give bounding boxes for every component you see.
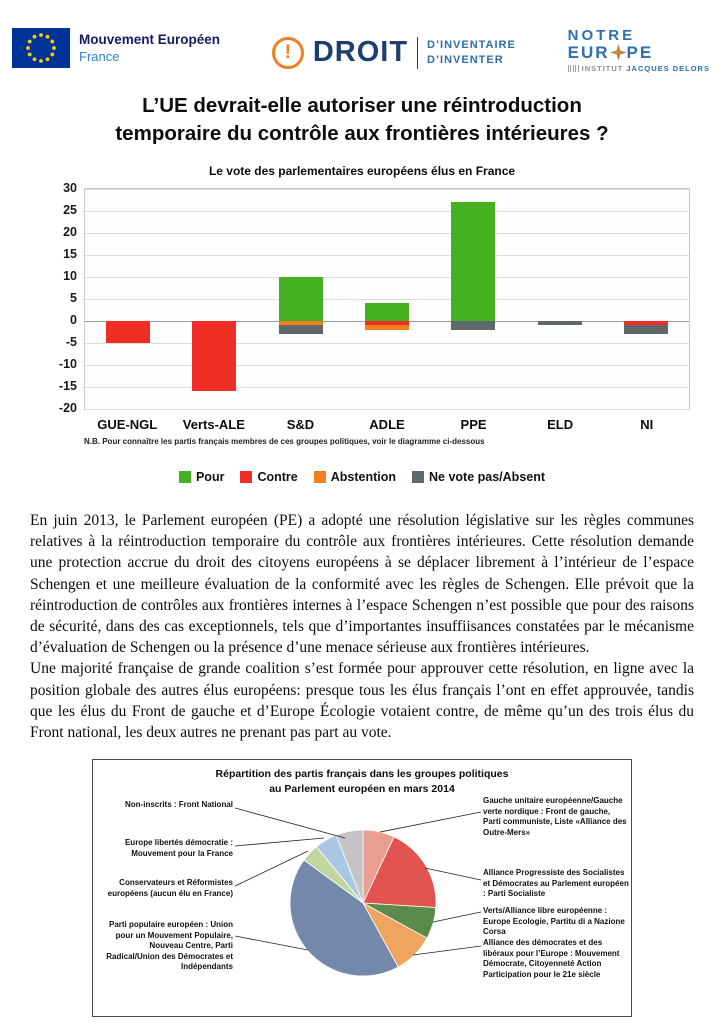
gridline (85, 233, 689, 234)
bar-legend (0, 470, 724, 484)
pie-callout-eld: Europe libertés démocratie : Mouvement pour la France (124, 838, 233, 858)
page-title-line1: L’UE devrait-elle autoriser une réintroduction (142, 94, 582, 118)
legend-swatch (412, 471, 424, 483)
eu-star (26, 46, 30, 50)
logo-droit-tagline (427, 38, 516, 68)
pie-callout-verts: Verts/Alliance libre européenne : Europe Ecologie, Partitu di a Nazione Corsa (483, 906, 625, 937)
legend-label: Abstention (330, 469, 397, 484)
legend-label: Pour (195, 469, 225, 484)
eu-star (39, 59, 43, 63)
legend-swatch (240, 471, 252, 483)
pie-callout-non-inscrits: Non-inscrits : Front National (125, 800, 233, 810)
gridline (85, 343, 689, 344)
y-tick-label: 5 (70, 290, 77, 305)
y-tick-label: -15 (58, 378, 77, 393)
eu-flag-icon (12, 28, 70, 68)
logo-ne-institut: INSTITUT (581, 63, 624, 73)
category-label: S&D (286, 416, 315, 432)
bar-segment (538, 321, 582, 325)
category-label: Verts-ALE (182, 416, 245, 432)
bar-chart-section (0, 164, 724, 484)
logo-ne-line1: NOTRE (567, 27, 636, 44)
bar-segment (451, 202, 495, 321)
logo-droit-tagline-1: D’INVENTAIRE (427, 38, 516, 51)
logo-ne-institute-row (568, 65, 710, 73)
logo-notre-europe (568, 28, 710, 72)
y-tick-label: -10 (58, 356, 77, 371)
gridline (85, 189, 689, 190)
bar-chart-title: Le vote des parlementaires européens élus en France (208, 163, 516, 178)
legend-label: Contre (257, 469, 298, 484)
bar-chart-area (0, 178, 724, 415)
logo-mouvement-country: France (79, 49, 120, 64)
bar-segment (365, 325, 409, 329)
y-tick-label: 15 (63, 246, 77, 261)
legend-item (240, 470, 297, 484)
category-label: GUE-NGL (97, 416, 158, 432)
logo-ne-jacques-delors: JACQUES DELORS (626, 63, 710, 73)
bar-segment (365, 303, 409, 321)
pie-callout-adle: Alliance des démocrates et des libéraux pour l’Europe : Mouvement Démocrate, Citoyenneté Action Participation pour le 21e siècle (483, 938, 620, 979)
gridline (85, 365, 689, 366)
compass-icon (611, 45, 626, 60)
bar-segment (279, 277, 323, 321)
eu-star (33, 35, 37, 39)
legend-label: Ne vote pas/Absent (429, 469, 546, 484)
eu-star (28, 53, 32, 57)
eu-star (28, 40, 32, 44)
eu-star (33, 57, 37, 61)
barcode-icon (568, 65, 579, 72)
gridline (85, 277, 689, 278)
bar-segment (106, 321, 150, 343)
logo-mouvement-name: Mouvement Européen (79, 32, 221, 47)
paragraph-1: En juin 2013, le Parlement européen (PE) a adopté une résolution législative sur les règles communes relatives à la réintroduction temporaire du contrôle aux frontières intérieures. Cette résolution demande une protection accrue du droit des citoyens européens à se déplacer librement à l’intérieur de l’espace Schengen et une meilleure évaluation de la conformité avec les règles de Schengen. Elle prévoit que la réintroduction de contrôles aux frontières internes à l’espace Schengen n’est possible que pour des raisons de sécurité, dans des cas exceptionnels, tels que d’importantes insuffiisances constatées par le mécanisme d’évaluation de Schengen ou la présence d’une menace sérieuse aux frontières intérieures. (30, 511, 694, 657)
legend-swatch (314, 471, 326, 483)
page-title (0, 92, 724, 147)
pie-chart-box (92, 759, 632, 1017)
paragraph-2: Une majorité française de grande coalition s’est formée pour approuver cette résolution, en ligne avec la position globale des autres élus européens: presque tous les élus français l’ont en effet approuvée, tandis que les élus du Front de gauche et d’Europe Écologie votaient contre, de même qu’un des trois élus du Front national, les deux autres ne prenant pas part au vote. (30, 660, 694, 742)
header (0, 0, 724, 72)
pie-svg (286, 826, 440, 980)
page-title-line2: temporaire du contrôle aux frontières intérieures ? (115, 122, 609, 146)
logo-mouvement-text (79, 32, 220, 64)
y-tick-label: 20 (63, 224, 77, 239)
bar-segment (279, 325, 323, 334)
bar-categories (84, 417, 690, 432)
legend-item (314, 470, 396, 484)
body-text (30, 510, 694, 744)
y-tick-label: -20 (58, 400, 77, 415)
gridline (85, 211, 689, 212)
gridline (85, 387, 689, 388)
category-label: NI (640, 416, 654, 432)
pie-callout-cre: Conservateurs et Réformistes européens (aucun élu en France) (107, 878, 233, 898)
logo-droit-divider (417, 37, 418, 69)
y-tick-label: 25 (63, 202, 77, 217)
pie-title-line1: Répartition des partis français dans les groupes politiques (215, 768, 509, 781)
bar-segment (192, 321, 236, 391)
gridline (85, 409, 689, 410)
eu-star (39, 33, 43, 37)
logo-ne-pe: PE (626, 42, 654, 62)
y-tick-label: 30 (63, 180, 77, 195)
eu-star (50, 53, 54, 57)
logo-droit-tagline-2: D’INVENTER (427, 53, 504, 66)
pie-callout-ppe: Parti populaire européen : Union pour un Mouvement Populaire, Nouveau Centre, Parti Radical/Union des Démocrates et Indépendants (106, 920, 233, 971)
gridline (85, 255, 689, 256)
eu-star (46, 35, 50, 39)
y-tick-label: 0 (70, 312, 77, 327)
y-tick-label: 10 (63, 268, 77, 283)
pie-callout-gue: Gauche unitaire européenne/Gauche verte nordique : Front de gauche, Parti communiste, Liste «Alliance des Outre-Mers» (483, 796, 627, 837)
logo-droit (272, 36, 516, 69)
logo-droit-word: DROIT (312, 36, 409, 68)
pie-title-line2: au Parlement européen en mars 2014 (269, 783, 455, 796)
chart-note: N.B. Pour connaître les partis français membres de ces groupes politiques, voir le diagramme ci-dessous (84, 436, 485, 446)
y-tick-label: -5 (65, 334, 77, 349)
legend-swatch (179, 471, 191, 483)
logo-ne-eur: EUR (567, 42, 610, 62)
pie-chart-title (93, 767, 631, 796)
category-label: ADLE (369, 416, 405, 432)
logo-mouvement-europeen (12, 28, 220, 68)
bar-plot (84, 188, 690, 410)
eu-star (46, 57, 50, 61)
logo-ne-line2 (568, 44, 710, 62)
pie-callout-sd: Alliance Progressiste des Socialistes et Démocrates au Parlement européen : Parti Socialiste (483, 868, 629, 899)
bar-segment (624, 325, 668, 334)
bar-segment (451, 321, 495, 330)
legend-item (179, 470, 224, 484)
legend-item (412, 470, 545, 484)
gridline (85, 299, 689, 300)
eu-star (50, 40, 54, 44)
bar-yaxis (48, 180, 84, 415)
exclamation-circle-icon: ! (272, 37, 304, 69)
category-label: ELD (547, 416, 574, 432)
category-label: PPE (460, 416, 487, 432)
eu-star (52, 46, 56, 50)
